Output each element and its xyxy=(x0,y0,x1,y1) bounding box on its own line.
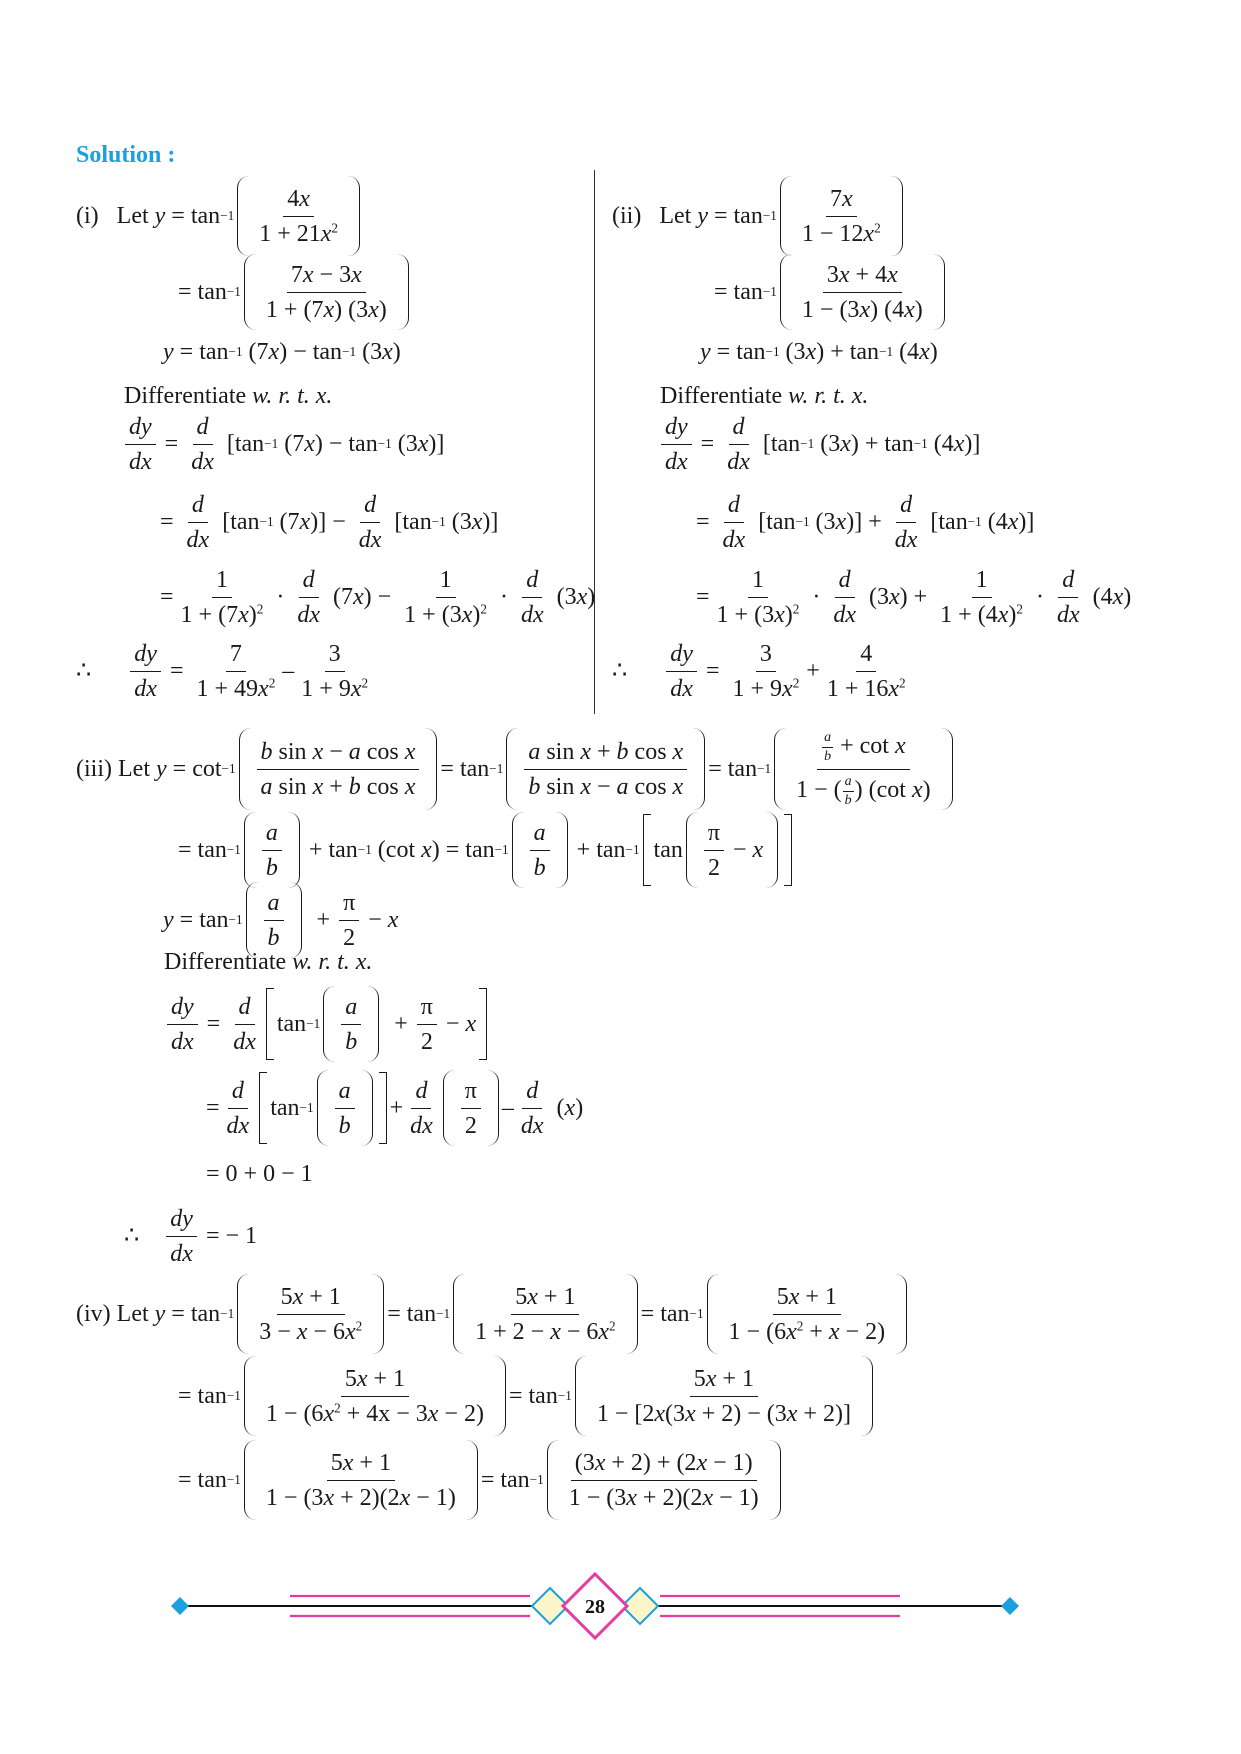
part-iii-line-2: = tan −1 $\frac{a}{b}$ + tan −1 (cot x ) = tan −1 $\frac{a}{b}$ + tan −1 tan $\frac{\pi}{2}$ − x xyxy=(178,818,795,882)
part-iii-line-5: = $\frac{d}{dx}$ tan −1 $\frac{a}{b}$ + $\frac{d}{dx}$ $\frac{\pi}{2}$ – $\frac{d}{dx}$ ( x ) xyxy=(206,1076,583,1140)
part-ii-line-6: = $\frac{1}{1 + (3x)^2}$ · $\frac{d}{dx}$ (3 x ) + $\frac{1}{1 + (4x)^2}$ · $\frac{d}{dx}$ (4 x ) xyxy=(696,566,1132,628)
part-i-line-6: = $\frac{1}{1 + (7x)^2}$ · $\frac{d}{dx}$ (7 x ) − $\frac{1}{1 + (3x)^2}$ · $\frac{d}{dx}$ (3 x ) xyxy=(160,566,596,628)
page-number: 28 xyxy=(585,1596,605,1618)
part-iii-line-6: = 0 + 0 − 1 xyxy=(206,1161,313,1187)
footer-diamond-left xyxy=(171,1597,189,1615)
part-i-diff-label: Differentiate w. r. t. x. xyxy=(124,383,333,409)
part-ii-line-3: y = tan −1 (3 x ) + tan −1 (4 x ) xyxy=(700,339,938,365)
part-i-line-2: = tan −1 $\frac{7x - 3x}{1 + (7x) (3x)}$ xyxy=(178,260,412,324)
part-iii-diff-label: Differentiate w. r. t. x. xyxy=(164,949,373,975)
part-i-line-3: y = tan −1 (7 x ) − tan −1 (3 x ) xyxy=(163,339,401,365)
part-iii-line-1: (iii) Let y = cot −1 $\frac{\text{b sin x − a cos x}}{\text{a sin x + b cos x}}$ = tan −1 $\frac{\text{a sin x + b cos x}}{\text{b sin x − a cos x}}$ = tan −1 $\frac{a}{b}$ + cot x 1 − ( $\frac{a}{b}$ ) (cot x) xyxy=(76,734,956,804)
part-iv-line-3: = tan −1 $\frac{5x + 1}{1 - (3x + 2)(2x - 1)}$ = tan −1 $\frac{(3x + 2) + (2x - 1)}{1 - (3x + 2)(2x - 1)}$ xyxy=(178,1446,784,1514)
page-footer xyxy=(0,1570,1241,1640)
part-ii-line-2: = tan −1 $\frac{3x + 4x}{1 - (3x) (4x)}$ xyxy=(714,260,948,324)
part-i-line-5: = $\frac{d}{dx}$ [tan −1 (7 x )] − $\frac{d}{dx}$ [tan −1 (3 x )] xyxy=(160,491,499,553)
part-ii-line-4: $\frac{dy}{dx}$ = $\frac{d}{dx}$ [tan −1 (3 x ) + tan −1 (4 x )] xyxy=(658,414,980,474)
part-iii-line-4: $\frac{dy}{dx}$ = $\frac{d}{dx}$ tan −1 $\frac{a}{b}$ + $\frac{\pi}{2}$ − x xyxy=(164,992,490,1056)
part-iv-line-1: (iv) Let y = tan −1 $\frac{5x + 1}{3 - x - 6x^2}$ = tan −1 $\frac{5x + 1}{1 + 2 - x - 6x^2}$ = tan −1 $\frac{5x + 1}{1 - (6x^2 + x - 2)}$ xyxy=(76,1280,910,1348)
part-ii-result: ∴ $\frac{dy}{dx}$ = $\frac{3}{1 + 9x^2}$ + $\frac{4}{1 + 16x^2}$ xyxy=(612,640,906,702)
part-ii-line-1: (ii) Let y = tan −1 $\frac{7x}{1 - 12x^2}$ xyxy=(612,182,906,250)
part-iv-line-2: = tan −1 $\frac{5x + 1}{1 - (6x^2 + 4x - 3x - 2)}$ = tan −1 $\frac{5x + 1}{1 - [2x(3x + 2) - (3x + 2)]}$ xyxy=(178,1362,876,1430)
footer-diamond-right xyxy=(1001,1597,1019,1615)
solution-heading: Solution : xyxy=(76,142,176,168)
part-ii-line-5: = $\frac{d}{dx}$ [tan −1 (3 x )] + $\frac{d}{dx}$ [tan −1 (4 x )] xyxy=(696,491,1035,553)
part-i-line-1: (i) Let y = tan −1 $\frac{4x}{1 + 21x^2}$ xyxy=(76,182,363,250)
column-divider xyxy=(594,170,595,714)
part-iii-result: ∴ $\frac{dy}{dx}$ = − 1 xyxy=(124,1205,258,1267)
part-ii-diff-label: Differentiate w. r. t. x. xyxy=(660,383,869,409)
part-iii-line-3: y = tan −1 $\frac{a}{b}$ + $\frac{\pi}{2}$ − x xyxy=(163,888,398,952)
part-i-line-4: $\frac{dy}{dx}$ = $\frac{d}{dx}$ [tan −1 (7 x ) − tan −1 (3 x )] xyxy=(122,414,444,474)
part-i-result: ∴ $\frac{dy}{dx}$ = $\frac{7}{1 + 49x^2}$ – $\frac{3}{1 + 9x^2}$ xyxy=(76,640,369,702)
